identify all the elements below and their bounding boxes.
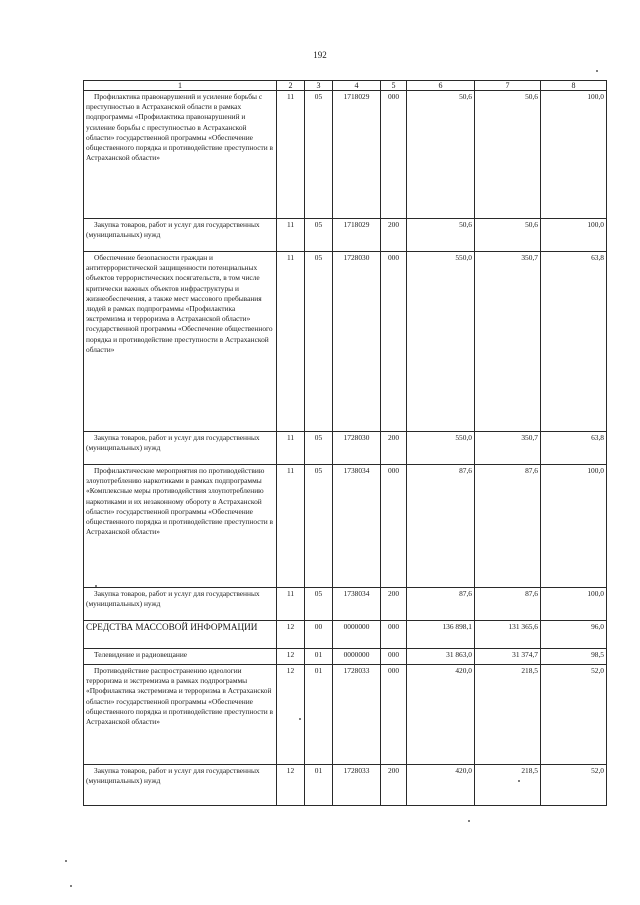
section-code-cell: 11 bbox=[277, 91, 305, 219]
percent-cell: 52,0 bbox=[541, 665, 607, 765]
row-name-text: Закупка товаров, работ и услуг для государственных (муниципальных) нужд bbox=[86, 589, 260, 609]
row-name-cell bbox=[84, 649, 277, 665]
row-name-text: Закупка товаров, работ и услуг для государственных (муниципальных) нужд bbox=[86, 433, 260, 453]
row-name-cell bbox=[84, 665, 277, 765]
column-header: 3 bbox=[305, 81, 333, 91]
table-row bbox=[84, 432, 607, 465]
row-name-text: Телевидение и радиовещание bbox=[94, 650, 188, 659]
planned-amount-cell: 87,6 bbox=[407, 465, 475, 588]
row-name-cell bbox=[84, 219, 277, 252]
subsection-code-cell: 05 bbox=[305, 219, 333, 252]
table-row bbox=[84, 91, 607, 219]
row-name-cell bbox=[84, 432, 277, 465]
target-article-cell: 1718029 bbox=[333, 91, 381, 219]
row-name-text: Закупка товаров, работ и услуг для государственных (муниципальных) нужд bbox=[86, 220, 260, 240]
row-name-text: Закупка товаров, работ и услуг для государственных (муниципальных) нужд bbox=[86, 766, 260, 786]
executed-amount-cell: 50,6 bbox=[475, 219, 541, 252]
percent-cell: 100,0 bbox=[541, 588, 607, 621]
column-header: 4 bbox=[333, 81, 381, 91]
expense-type-cell: 200 bbox=[381, 588, 407, 621]
column-header: 1 bbox=[84, 81, 277, 91]
expense-type-cell: 200 bbox=[381, 765, 407, 806]
subsection-code-cell: 05 bbox=[305, 588, 333, 621]
row-name-text: СРЕДСТВА МАССОВОЙ ИНФОРМАЦИИ bbox=[86, 622, 258, 632]
target-article-cell: 1738034 bbox=[333, 588, 381, 621]
expense-type-cell: 000 bbox=[381, 252, 407, 432]
executed-amount-cell: 87,6 bbox=[475, 465, 541, 588]
subsection-code-cell: 05 bbox=[305, 91, 333, 219]
target-article-cell: 0000000 bbox=[333, 649, 381, 665]
column-header: 6 bbox=[407, 81, 475, 91]
section-code-cell: 12 bbox=[277, 621, 305, 649]
percent-cell: 100,0 bbox=[541, 219, 607, 252]
table-row bbox=[84, 765, 607, 806]
column-header: 8 bbox=[541, 81, 607, 91]
planned-amount-cell: 87,6 bbox=[407, 588, 475, 621]
planned-amount-cell: 50,6 bbox=[407, 91, 475, 219]
row-name-text: Профилактика правонарушений и усиление борьбы с преступностью в Астраханской области в рамках подпрограммы «Профилактика правонарушений и усиление борьбы с преступностью в Астраханской области» государственной программы «Обеспечение общественного порядка и противодействие преступности в Астраханской области» bbox=[86, 92, 274, 163]
table-row bbox=[84, 219, 607, 252]
planned-amount-cell: 550,0 bbox=[407, 432, 475, 465]
planned-amount-cell: 31 863,0 bbox=[407, 649, 475, 665]
table-row bbox=[84, 665, 607, 765]
expense-type-cell: 000 bbox=[381, 649, 407, 665]
target-article-cell: 1738034 bbox=[333, 465, 381, 588]
percent-cell: 100,0 bbox=[541, 91, 607, 219]
planned-amount-cell: 420,0 bbox=[407, 665, 475, 765]
section-code-cell: 12 bbox=[277, 649, 305, 665]
expense-type-cell: 200 bbox=[381, 219, 407, 252]
budget-table bbox=[83, 80, 607, 806]
section-code-cell: 11 bbox=[277, 588, 305, 621]
subsection-code-cell: 01 bbox=[305, 649, 333, 665]
expense-type-cell: 200 bbox=[381, 432, 407, 465]
table-row bbox=[84, 588, 607, 621]
page-number: 192 bbox=[313, 50, 327, 60]
section-code-cell: 11 bbox=[277, 432, 305, 465]
target-article-cell: 1718029 bbox=[333, 219, 381, 252]
table-row bbox=[84, 621, 607, 649]
row-name-cell bbox=[84, 91, 277, 219]
column-header: 2 bbox=[277, 81, 305, 91]
section-code-cell: 12 bbox=[277, 665, 305, 765]
subsection-code-cell: 05 bbox=[305, 432, 333, 465]
executed-amount-cell: 350,7 bbox=[475, 252, 541, 432]
column-header: 7 bbox=[475, 81, 541, 91]
target-article-cell: 1728030 bbox=[333, 432, 381, 465]
section-code-cell: 11 bbox=[277, 252, 305, 432]
target-article-cell: 1728030 bbox=[333, 252, 381, 432]
executed-amount-cell: 87,6 bbox=[475, 588, 541, 621]
row-name-text: Профилактические мероприятия по противодействию злоупотреблению наркотиками в рамках подпрограммы «Комплексные меры противодействия злоупотреблению наркотиками и их незаконному обороту в Астраханской области» государственной программы «Обеспечение общественного порядка и противодействие преступности в Астраханской области» bbox=[86, 466, 274, 537]
row-name-cell bbox=[84, 252, 277, 432]
section-code-cell: 11 bbox=[277, 219, 305, 252]
percent-cell: 100,0 bbox=[541, 465, 607, 588]
planned-amount-cell: 50,6 bbox=[407, 219, 475, 252]
row-name-cell bbox=[84, 621, 277, 649]
row-name-text: Обеспечение безопасности граждан и антитеррористической защищенности потенциальных объектов террористических посягательств, в том числе критически важных объектов инфраструктуры и жизнеобеспечения, а также мест массового пребывания людей в рамках подпрограммы «Профилактика экстремизма и терроризма в Астраханской области» государственной программы «Обеспечение общественного порядка и противодействие преступности в Астраханской области» bbox=[86, 253, 273, 354]
executed-amount-cell: 218,5 bbox=[475, 665, 541, 765]
expense-type-cell: 000 bbox=[381, 91, 407, 219]
executed-amount-cell: 218,5 bbox=[475, 765, 541, 806]
subsection-code-cell: 01 bbox=[305, 765, 333, 806]
target-article-cell: 1728033 bbox=[333, 765, 381, 806]
row-name-cell bbox=[84, 588, 277, 621]
target-article-cell: 0000000 bbox=[333, 621, 381, 649]
executed-amount-cell: 50,6 bbox=[475, 91, 541, 219]
planned-amount-cell: 550,0 bbox=[407, 252, 475, 432]
expense-type-cell: 000 bbox=[381, 465, 407, 588]
executed-amount-cell: 131 365,6 bbox=[475, 621, 541, 649]
percent-cell: 52,0 bbox=[541, 765, 607, 806]
expense-type-cell: 000 bbox=[381, 621, 407, 649]
planned-amount-cell: 420,0 bbox=[407, 765, 475, 806]
row-name-cell bbox=[84, 465, 277, 588]
executed-amount-cell: 350,7 bbox=[475, 432, 541, 465]
percent-cell: 96,0 bbox=[541, 621, 607, 649]
percent-cell: 63,8 bbox=[541, 252, 607, 432]
executed-amount-cell: 31 374,7 bbox=[475, 649, 541, 665]
table-row bbox=[84, 465, 607, 588]
percent-cell: 98,5 bbox=[541, 649, 607, 665]
expense-type-cell: 000 bbox=[381, 665, 407, 765]
table-row bbox=[84, 252, 607, 432]
table-row bbox=[84, 649, 607, 665]
section-code-cell: 11 bbox=[277, 465, 305, 588]
row-name-text: Противодействие распространению идеологии терроризма и экстремизма в рамках подпрограммы «Профилактика экстремизма и терроризма в Астраханской области» государственной программы «Обеспечение общественного порядка и противодействие преступности в Астраханской области» bbox=[86, 666, 274, 727]
row-name-cell bbox=[84, 765, 277, 806]
subsection-code-cell: 01 bbox=[305, 665, 333, 765]
section-code-cell: 12 bbox=[277, 765, 305, 806]
column-header: 5 bbox=[381, 81, 407, 91]
subsection-code-cell: 05 bbox=[305, 465, 333, 588]
planned-amount-cell: 136 898,1 bbox=[407, 621, 475, 649]
table-header-row bbox=[84, 81, 607, 91]
subsection-code-cell: 05 bbox=[305, 252, 333, 432]
target-article-cell: 1728033 bbox=[333, 665, 381, 765]
subsection-code-cell: 00 bbox=[305, 621, 333, 649]
percent-cell: 63,8 bbox=[541, 432, 607, 465]
